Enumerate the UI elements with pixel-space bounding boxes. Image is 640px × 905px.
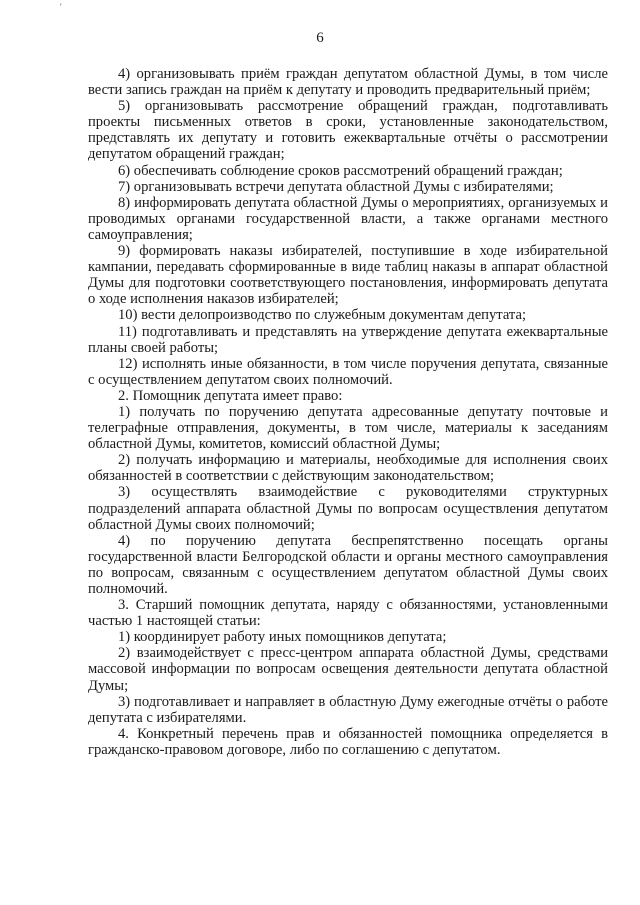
document-body [88,66,608,758]
section-heading: 2. Помощник депутата имеет право: [118,387,343,404]
paragraph: 4. Конкретный перечень прав и обязанностей помощника определяется в гражданско-правовом договоре, либо по соглашению с депутатом. [88,725,608,758]
paragraph: 10) вести делопроизводство по служебным документам депутата; [118,307,527,324]
corner-mark: ' [60,2,62,12]
paragraph: 5) организовывать рассмотрение обращений граждан, подготавливать проекты письменных ответов в сроки, установленные законодательством, представлять их депутату и готовить ежеквартальные отчёты о рассмотрении депутатом обращений граждан; [88,98,608,163]
paragraph: 4) по поручению депутата беспрепятственно посещать органы государственной власти Белгородской области и органы местного самоуправления по вопросам, связанным с осуществлением депутатом областной Думы своих полномочий. [88,532,608,597]
paragraph: 2) взаимодействует с пресс-центром аппарата областной Думы, средствами массовой информации по вопросам освещения деятельности депутата областной Думы; [88,645,608,694]
paragraph: 3) осуществлять взаимодействие с руководителями структурных подразделений аппарата областной Думы по вопросам осуществления депутатом областной Думы своих полномочий; [88,484,608,533]
paragraph: 6) обеспечивать соблюдение сроков рассмотрений обращений граждан; [118,162,563,179]
paragraph: 11) подготавливать и представлять на утверждение депутата ежеквартальные планы своей работы; [88,323,608,356]
paragraph: 1) координирует работу иных помощников депутата; [118,629,447,646]
paragraph: 9) формировать наказы избирателей, поступившие в ходе избирательной кампании, передавать сформированные в виде таблиц наказы в аппарат областной Думы для подготовки соответствующего постановления, информировать депутата о ходе исполнения наказов избирателей; [88,243,608,308]
section-heading: 3. Старший помощник депутата, наряду с обязанностями, установленными частью 1 настоящей статьи: [88,597,608,630]
paragraph: 1) получать по поручению депутата адресованные депутату почтовые и телеграфные отправления, документы, в том числе, материалы к заседаниям областной Думы, комитетов, комиссий областной Думы; [88,403,608,453]
paragraph: 4) организовывать приём граждан депутатом областной Думы, в том числе вести запись граждан на приём к депутату и проводить предварительный приём; [88,66,608,99]
page-number: 6 [316,30,324,46]
paragraph: 8) информировать депутата областной Думы о мероприятиях, организуемых и проводимых органами государственной власти, а также органами местного самоуправления; [88,194,608,243]
paragraph: 3) подготавливает и направляет в областную Думу ежегодные отчёты о работе депутата с избирателями. [88,693,608,726]
paragraph: 12) исполнять иные обязанности, в том числе поручения депутата, связанные с осуществлением депутатом своих полномочий. [88,355,608,388]
paragraph: 2) получать информацию и материалы, необходимые для исполнения своих обязанностей в соответствии с действующим законодательством; [88,452,608,485]
paragraph: 7) организовывать встречи депутата областной Думы с избирателями; [118,178,554,195]
